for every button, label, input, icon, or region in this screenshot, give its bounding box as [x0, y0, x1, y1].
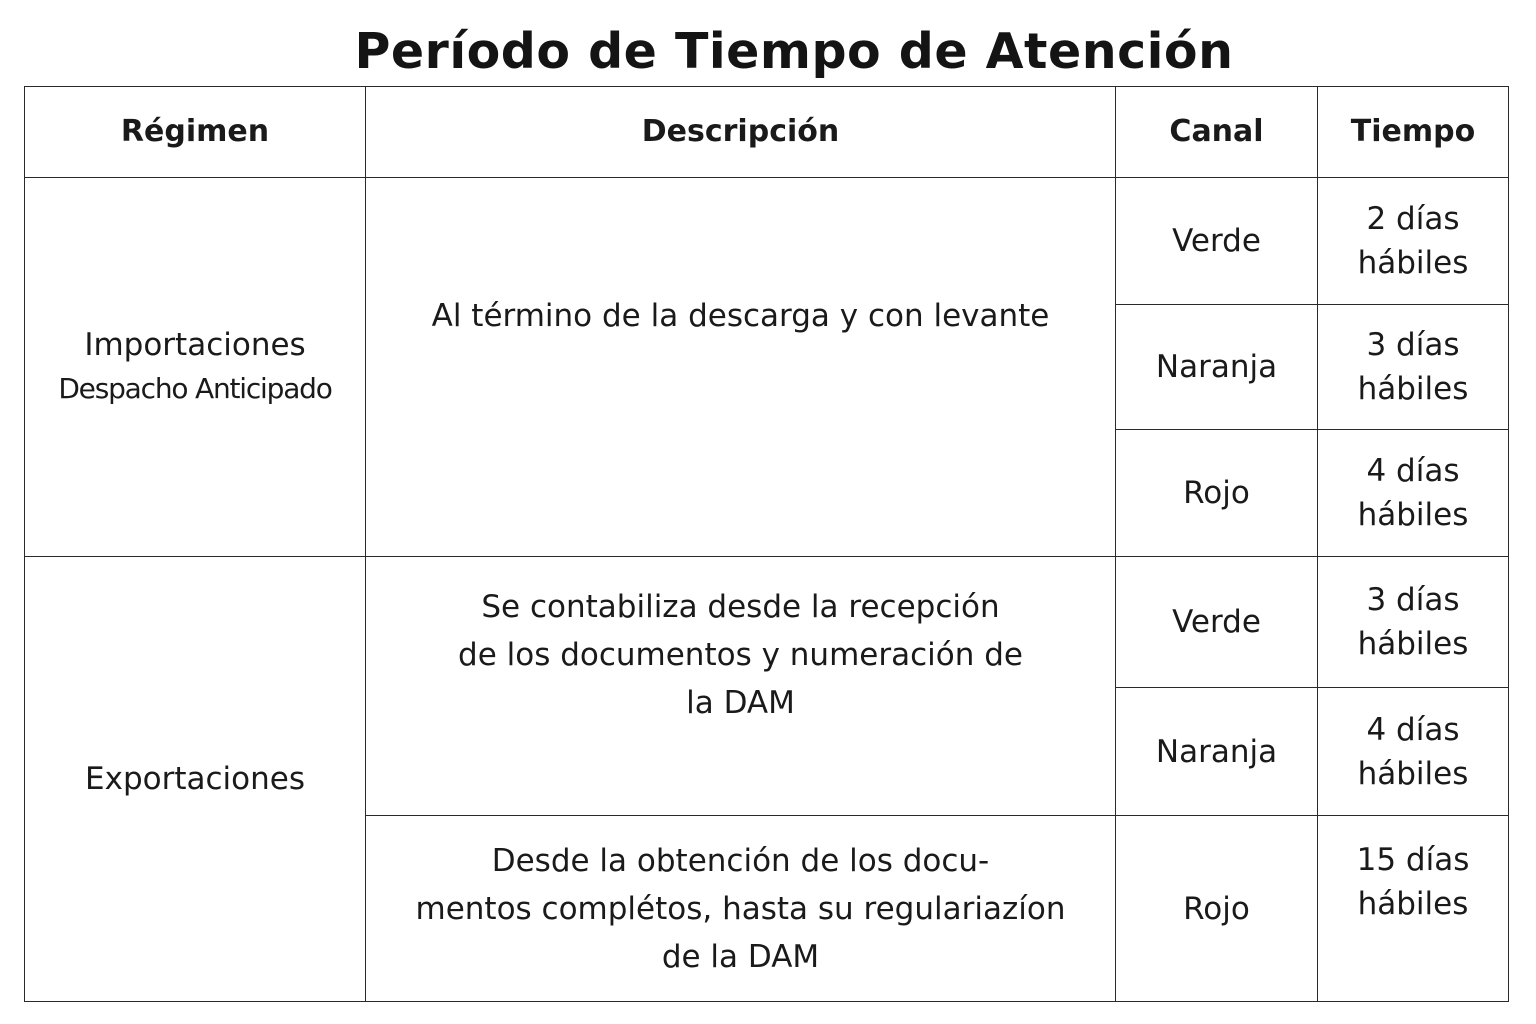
header-descripcion: Descripción	[366, 87, 1116, 178]
regimen-importaciones-line2: Despacho Anticipado	[58, 372, 332, 405]
canal-cell: Rojo	[1116, 430, 1318, 557]
table-row	[25, 178, 1509, 305]
canal-cell: Naranja	[1116, 688, 1318, 816]
descripcion-exportaciones-2: Desde la obtención de los docu- mentos complétos, hasta su regulariazíon de la DAM	[366, 816, 1116, 1002]
regimen-importaciones-line1: Importaciones	[84, 327, 306, 363]
canal-cell: Verde	[1116, 557, 1318, 688]
regimen-importaciones	[25, 178, 366, 557]
canal-cell: Rojo	[1116, 816, 1318, 1002]
table-header-row	[25, 87, 1509, 178]
tiempo-cell: 4 días hábiles	[1318, 430, 1509, 557]
tiempo-cell: 3 días hábiles	[1318, 557, 1509, 688]
tiempo-cell: 2 días hábiles	[1318, 178, 1509, 305]
canal-cell: Naranja	[1116, 305, 1318, 430]
attention-time-table	[24, 86, 1509, 1002]
page-title: Período de Tiempo de Atención	[354, 23, 1234, 80]
table-row	[25, 557, 1509, 688]
tiempo-cell: 15 días hábiles	[1318, 816, 1509, 1002]
regimen-exportaciones: Exportaciones	[25, 557, 366, 1002]
header-tiempo: Tiempo	[1318, 87, 1509, 178]
tiempo-cell: 3 días hábiles	[1318, 305, 1509, 430]
canal-cell: Verde	[1116, 178, 1318, 305]
tiempo-cell: 4 días hábiles	[1318, 688, 1509, 816]
header-canal: Canal	[1116, 87, 1318, 178]
descripcion-importaciones: Al término de la descarga y con levante	[366, 178, 1116, 557]
header-regimen: Régimen	[25, 87, 366, 178]
descripcion-exportaciones-1: Se contabiliza desde la recepción de los documentos y numeración de la DAM	[366, 557, 1116, 816]
